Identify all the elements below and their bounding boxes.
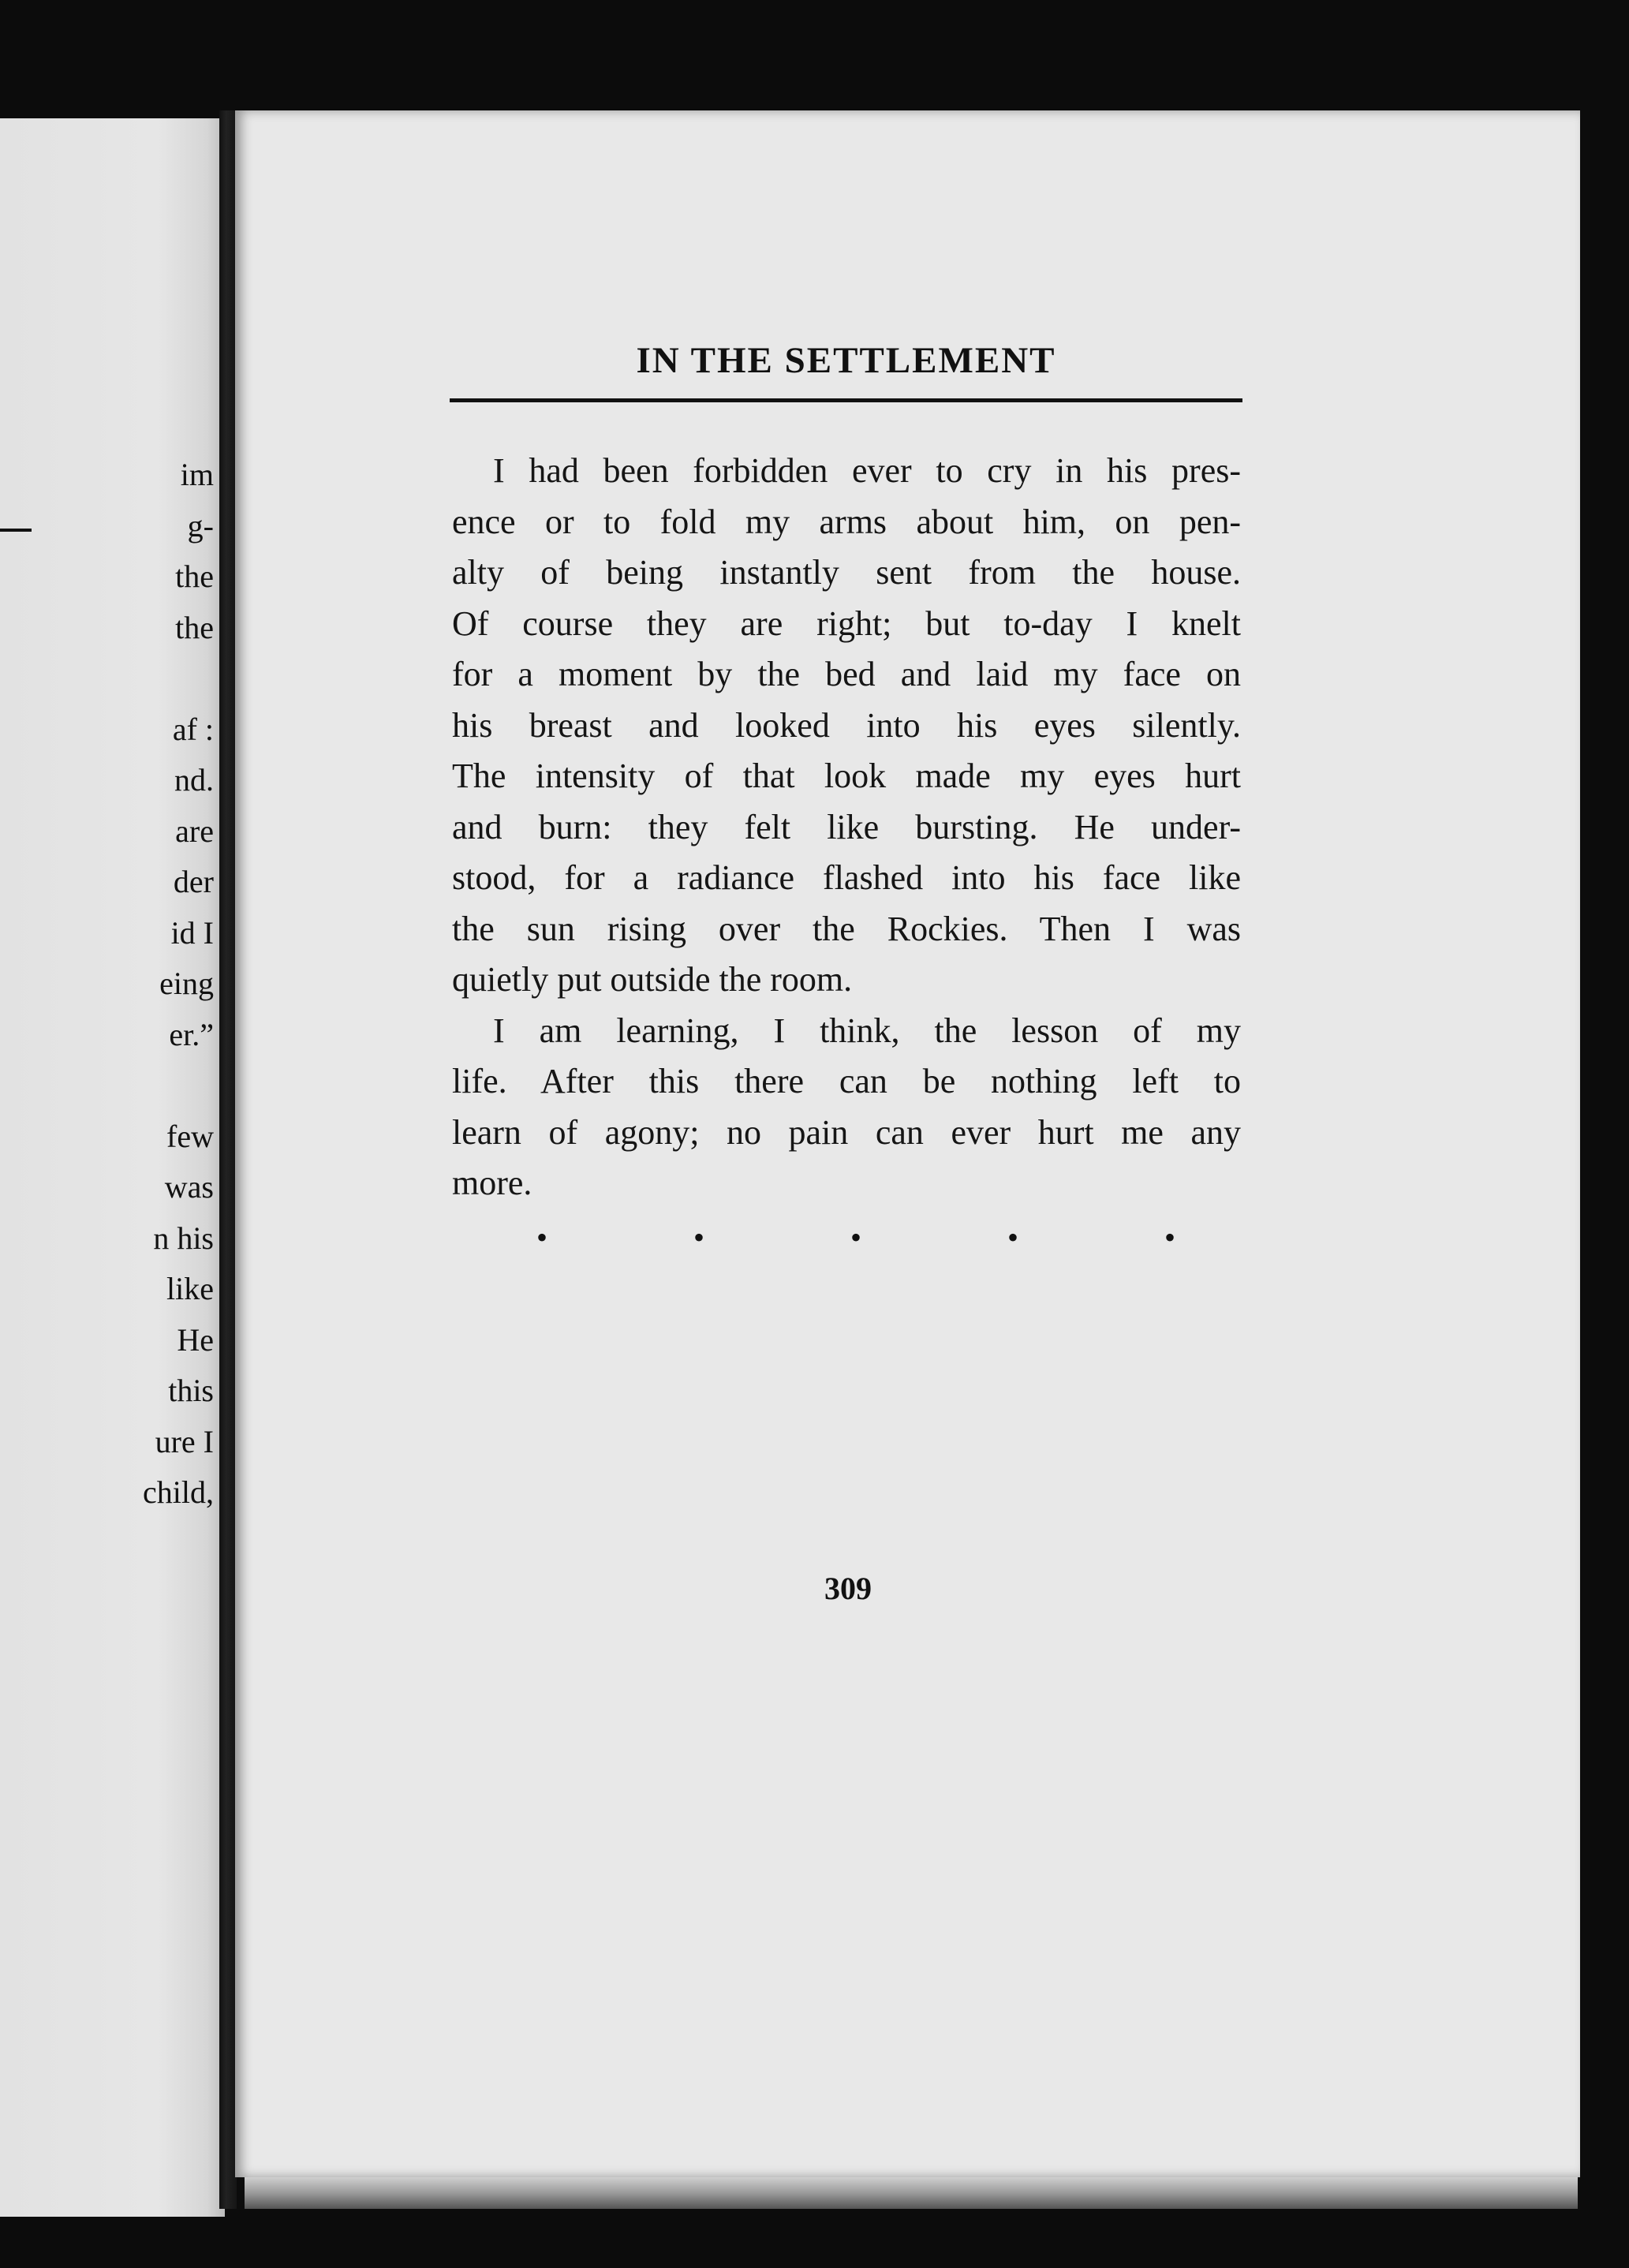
ornament-dot: •	[536, 1220, 548, 1255]
left-page	[0, 118, 225, 2217]
left-line: im	[180, 457, 214, 492]
left-line: nd.	[174, 762, 214, 798]
left-line: ure I	[155, 1423, 214, 1459]
text-line: learn of agony; no pain can ever hurt me any	[452, 1112, 1241, 1152]
text-line: and burn: they felt like bursting. He under-	[452, 807, 1241, 846]
left-line: the	[175, 559, 214, 594]
left-line: this	[168, 1373, 214, 1408]
text-line: Of course they are right; but to-day I knelt	[452, 603, 1241, 643]
ornament-dot: •	[850, 1220, 861, 1255]
left-line	[32, 1060, 214, 1112]
ornament-dot: •	[693, 1220, 704, 1255]
left-line: He	[177, 1321, 214, 1358]
text-line: for a moment by the bed and laid my face on	[452, 655, 1241, 693]
text-line: I am learning, I think, the lesson of my	[493, 1011, 1241, 1050]
left-line: der	[173, 864, 214, 899]
text-line: The intensity of that look made my eyes hurt	[452, 757, 1241, 795]
text-line: stood, for a radiance flashed into his face like	[452, 858, 1241, 897]
text-line: quietly put outside the room.	[452, 960, 853, 999]
running-head: IN THE SETTLEMENT	[636, 340, 1056, 381]
left-line: was	[164, 1169, 214, 1205]
ornament-dot: •	[1164, 1220, 1175, 1255]
section-break-ornament	[536, 1219, 1175, 1256]
text-line: life. After this there can be nothing left to	[452, 1062, 1241, 1100]
left-line: child,	[143, 1474, 214, 1510]
text-line: alty of being instantly sent from the house.	[452, 553, 1241, 592]
left-page-rule	[0, 529, 32, 532]
text-line: ence or to fold my arms about him, on pen-	[452, 502, 1241, 541]
left-line: eing	[159, 966, 214, 1001]
ornament-dot: •	[1007, 1220, 1018, 1255]
body-text	[452, 446, 1241, 1209]
left-line: er.”	[169, 1016, 214, 1052]
paragraph-2	[452, 1006, 1241, 1209]
left-line: af :	[172, 711, 214, 747]
left-line: few	[166, 1118, 214, 1154]
running-head-rule	[450, 398, 1242, 402]
left-line: g-	[187, 507, 214, 544]
left-line	[32, 653, 214, 704]
left-line: the	[175, 609, 214, 645]
left-line: are	[175, 813, 214, 849]
text-line: I had been forbidden ever to cry in his pres-	[493, 451, 1241, 490]
left-line: n his	[153, 1220, 214, 1256]
paragraph-1	[452, 446, 1241, 1006]
page-bottom-edge	[245, 2177, 1578, 2209]
left-page-text	[32, 450, 214, 1519]
text-line: more.	[452, 1164, 532, 1202]
left-line: id I	[170, 914, 214, 951]
left-line: like	[166, 1271, 214, 1306]
page-number: 309	[824, 1571, 872, 1606]
text-line: his breast and looked into his eyes silently.	[452, 705, 1241, 745]
text-line: the sun rising over the Rockies. Then I was	[452, 909, 1241, 948]
book-gutter	[219, 110, 237, 2209]
